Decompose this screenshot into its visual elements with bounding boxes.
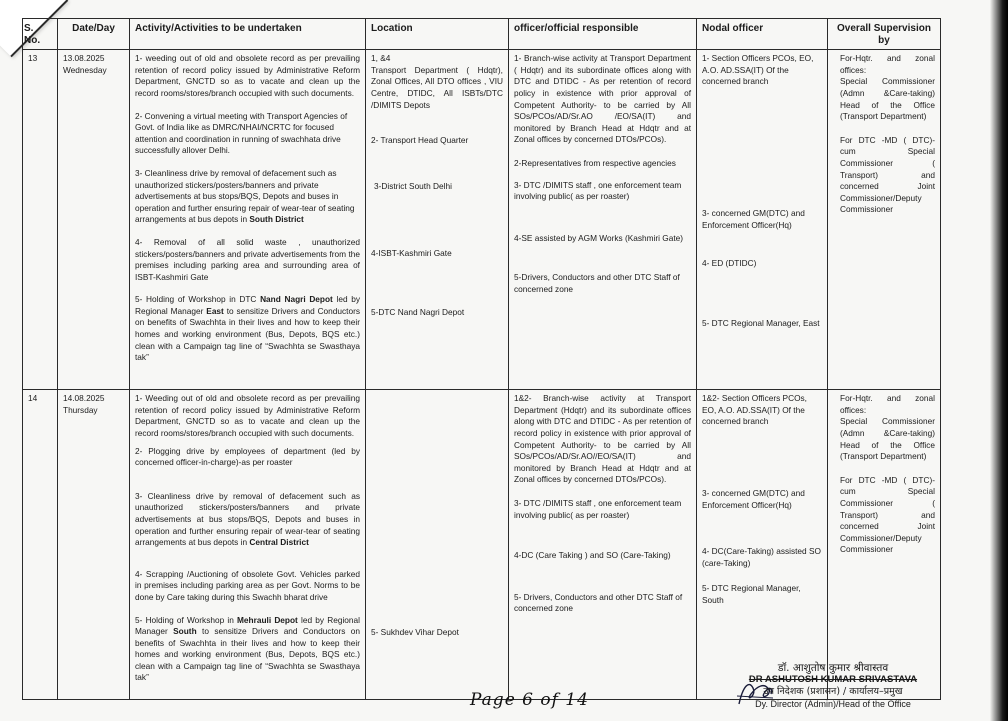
header-officer: officer/official responsible: [509, 19, 697, 50]
activity-region: East: [206, 305, 224, 316]
header-location: Location: [366, 19, 509, 50]
cell-locations: [366, 50, 509, 390]
signature-block: [743, 662, 923, 710]
location-item: Transport Department ( Hdqtr), Zonal Offices, All DTO offices , VIU Centre, DTIDC, All ISBTs/DTC /DIMITS Depots: [371, 64, 503, 110]
nodal-item: 3- concerned GM(DTC) and Enforcement Officer(Hq): [702, 487, 805, 510]
cell-date: [58, 390, 130, 700]
supervision-item: For DTC -MD ( DTC)- cum Special Commissioner ( Transport) and concerned Joint Commissioner/Deputy Commissioner: [840, 134, 935, 215]
activity-text: 5- Holding of Workshop in: [135, 614, 238, 625]
activity-district: Central District: [249, 537, 309, 548]
day: Wednesday: [63, 64, 107, 75]
supervision-item: For DTC -MD ( DTC)- cum Special Commissioner ( Transport) and concerned Joint Commissioner/Deputy Commissioner: [840, 474, 935, 555]
nodal-item: 4- ED (DTIDC): [702, 258, 757, 269]
activity-item: 2- Convening a virtual meeting with Transport Agencies of Govt. of India like as DMRC/NHAI/NCRTC for focused attention and coordination in running of swachhata drive successfully allover Delhi.: [135, 110, 348, 156]
location-item: 5- Sukhdev Vihar Depot: [371, 627, 459, 638]
header-activity: Activity/Activities to be undertaken: [130, 19, 366, 50]
officer-item: 3- DTC /DIMITS staff , one enforcement team involving public( as per roaster): [514, 497, 682, 520]
officer-item: 5- Drivers, Conductors and other DTC Staff of concerned zone: [514, 591, 683, 614]
signatory-designation-english: Dy. Director (Admin)/Head of the Office: [755, 699, 911, 709]
nodal-item: 1&2- Section Officers PCOs, EO, A.O. AD.SSA(IT) Of the concerned branch: [702, 393, 807, 427]
schedule-table: [22, 18, 941, 700]
activity-text: led by Regional Manager: [135, 614, 360, 637]
day: Thursday: [63, 404, 98, 415]
table-row: [23, 50, 941, 390]
location-item: 3-District South Delhi: [374, 180, 452, 191]
officer-item: 1- Branch-wise activity at Transport Department ( Hdqtr) and its subordinate offices along with DTC and DTIDC - As per retention of record policy in existence with prior approval of Competent Authority- to be carried by All SOs/PCOs/AD/Sr.AO /EO/SA(IT) and monitored by Branch Head at Hdqtr and at Zonal offices by concerned DTOs/PCOs).: [514, 53, 691, 145]
activity-item: 4- Removal of all solid waste , unauthorized stickers/posters/banners and private advertisements from the premises including parking area and surrounding area of ISBT-Kashmiri Gate: [135, 236, 360, 282]
activity-item: 4- Scrapping /Auctioning of obsolete Govt. Vehicles parked in premises including parking area as per Govt. Norms to be done by Care taking during this Swachh bharat drive: [135, 568, 360, 602]
location-item: 5-DTC Nand Nagri Depot: [371, 306, 465, 317]
activity-region: South: [173, 626, 197, 637]
activity-item: [135, 294, 360, 364]
header-nodal: Nodal officer: [697, 19, 828, 50]
activity-item: 1- Weeding out of old and obsolete record as per prevailing retention of record policy issued by Administrative Reform Department, GNCTD so as to vacate and clean up the record rooms/stores/branch occupied with such documents.: [135, 393, 360, 438]
signatory-name-hindi: डॉ. आशुतोष कुमार श्रीवास्तव: [777, 662, 889, 674]
activity-text: 5- Holding of Workshop in DTC: [135, 294, 261, 305]
activity-item: 1- weeding out of old and obsolete record as per prevailing retention of record policy issued by Administrative Reform Department, GNCTD so as to vacate and clean up the record rooms/stores/branch occupied with such documents.: [135, 53, 360, 98]
supervision-item: Special Commissioner (Admn &Care-taking) Head of the Office (Transport Department): [840, 416, 935, 462]
activity-district: South District: [249, 214, 304, 225]
officer-item: 4-DC (Care Taking ) and SO (Care-Taking): [514, 550, 671, 561]
serial-number: 13: [28, 53, 38, 64]
officer-item: 5-Drivers, Conductors and other DTC Staff of concerned zone: [514, 272, 680, 294]
cell-nodal: [697, 390, 828, 700]
officer-item: 1&2- Branch-wise activity at Transport Department (Hdqtr) and its subordinate offices along with DTC and DTIDC - As per retention of record policy in existence with prior approval of Competent Authority- to be carried by All SOs/PCOs/AD/Sr.AO//EO/SA(IT) and monitored by Branch Head at Hdqtr and at Zonal offices by concerned DTOs/PCOs).: [514, 393, 691, 485]
nodal-item: 3- concerned GM(DTC) and Enforcement Officer(Hq): [702, 207, 805, 230]
cell-sno: [23, 390, 58, 700]
activity-item: [135, 491, 360, 549]
supervision-heading: For-Hqtr. and zonal offices:: [840, 393, 935, 415]
activity-text: 3- Cleanliness drive by removal of defacement such as unauthorized stickers/posters/banners and private advertisements at bus stops/BQS, Depots and buses in operation and further ensuring repair of wear-tear of seating arrangements at bus depots in: [135, 167, 355, 225]
signatory-name-english: DR ASHUTOSH KUMAR SRIVASTAVA: [748, 674, 918, 685]
table-row: [23, 390, 941, 700]
supervision-item: Special Commissioner (Admn &Care-taking) Head of the Office (Transport Department): [840, 76, 935, 122]
activity-text: led by Regional Manager: [135, 294, 360, 316]
cell-activities: [130, 50, 366, 390]
cell-nodal: [697, 50, 828, 390]
activity-text: to sensitize Drivers and Conductors on benefits of Swachhta in their lives and how to keep their homes and working environment (Bus, Depots, BQS etc.) clean with a Campaign tag line of “Swachhta se Swasthaya tak”: [135, 305, 360, 363]
header-sno: S. No.: [23, 19, 58, 50]
activity-text: 3- Cleanliness drive by removal of defacement such as unauthorized stickers/posters/banners and private advertisements at bus stops/BQS, Depots and buses in operation and further ensuring repair of wear-tear of seating arrangements at bus depots in: [135, 490, 360, 548]
activity-item: [135, 615, 360, 685]
signatory-designation-hindi: उप निदेशक (प्रशासन) / कार्यालय–प्रमुख: [763, 686, 903, 697]
cell-officers: [509, 390, 697, 700]
officer-item: 4-SE assisted by AGM Works (Kashmiri Gate): [514, 232, 684, 243]
location-item: 1, &4: [371, 53, 391, 64]
scan-edge-shadow: [990, 0, 1008, 721]
header-date: Date/Day: [58, 19, 130, 50]
header-supervision: Overall Supervision by: [828, 19, 941, 50]
cell-sno: [23, 50, 58, 390]
cell-supervision: [828, 50, 941, 390]
date: 14.08.2025: [63, 393, 105, 404]
activity-depot: Mehrauli Depot: [237, 614, 298, 625]
nodal-item: 5- DTC Regional Manager, East: [702, 317, 820, 328]
officer-item: 3- DTC /DIMITS staff , one enforcement team involving public( as per roaster): [514, 179, 682, 202]
supervision-heading: For-Hqtr. and zonal offices:: [840, 53, 935, 75]
cell-supervision: [828, 390, 941, 700]
activity-text: to sensitize Drivers and Conductors on benefits of Swachhta in their lives and how to keep their homes and working environment (Bus, Depots, BQS etc.) clean with a Campaign tag line of “Swachhta se Swasthaya tak”: [135, 626, 360, 683]
table-header-row: [23, 19, 941, 50]
cell-officers: [509, 50, 697, 390]
serial-number: 14: [28, 393, 38, 404]
nodal-item: 4- DC(Care-Taking) assisted SO (care-Taking): [702, 546, 821, 568]
activity-depot: Nand Nagri Depot: [260, 294, 333, 305]
location-item: 4-ISBT-Kashmiri Gate: [371, 248, 452, 259]
activity-item: [135, 168, 360, 226]
nodal-item: 1- Section Officers PCOs, EO, A.O. AD.SSA(IT) Of the concerned branch: [702, 53, 814, 87]
cell-date: [58, 50, 130, 390]
nodal-item: 5- DTC Regional Manager, South: [702, 583, 801, 605]
cell-activities: [130, 390, 366, 700]
officer-item: 2-Representatives from respective agencies: [514, 157, 676, 168]
cell-locations: [366, 390, 509, 700]
date: 13.08.2025: [63, 53, 105, 64]
location-item: 2- Transport Head Quarter: [371, 135, 469, 146]
handwritten-page-number: Page 6 of 14: [470, 690, 589, 710]
activity-item: 2- Plogging drive by employees of department (led by concerned officer-in-charge)-as per roaster: [135, 445, 360, 468]
